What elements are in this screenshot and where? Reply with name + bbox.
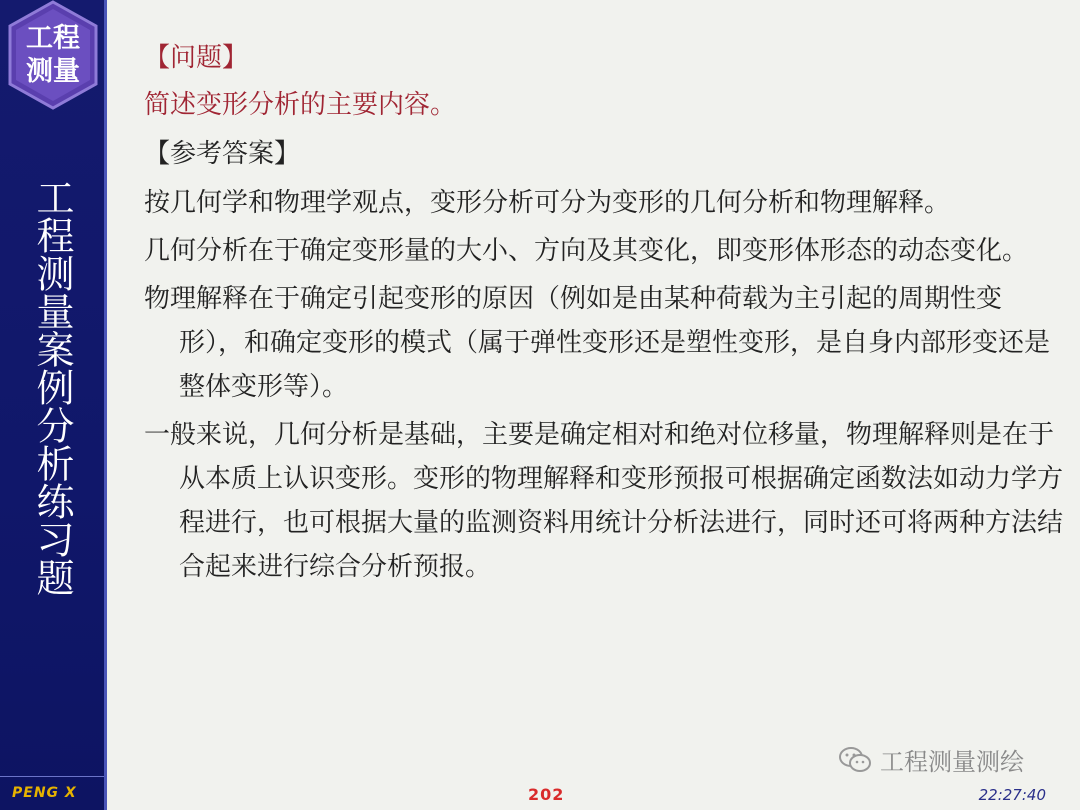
watermark [838,742,1024,777]
badge-text [6,22,100,88]
sidebar-divider [0,776,106,777]
answer-paragraph: 一般来说，几何分析是基础，主要是确定相对和绝对位移量，物理解释则是在于从本质上认识变形。变形的物理解释和变形预报可根据确定函数法如动力学方程进行，也可根据大量的监测资料用统计分析法进行，同时还可将两种方法结合起来进行综合分析预报。 [144,420,1064,582]
answer-paragraph: 物理解释在于确定引起变形的原因（例如是由某种荷载为主引起的周期性变形），和确定变形的模式（属于弹性变形还是塑性变形，是自身内部形变还是整体变形等）。 [144,284,1051,402]
slide-content [144,36,1064,593]
page-number: 202 [528,785,565,804]
question-text: 简述变形分析的主要内容。 [144,90,457,120]
answer-heading: 【参考答案】 [144,139,301,169]
answer-paragraph: 按几何学和物理学观点，变形分析可分为变形的几何分析和物理解释。 [144,188,951,218]
badge-line-1: 工程 [26,23,80,54]
author-label: PENG X [12,785,77,801]
badge-line-2: 测量 [26,56,80,87]
question-heading: 【问题】 [144,43,249,73]
hexagon-badge [6,0,100,110]
watermark-text: 工程测量测绘 [880,748,1024,776]
timestamp: 22:27:40 [978,786,1046,804]
course-title: 工程测量案例分析练习题 [30,178,74,596]
sidebar [0,0,106,810]
sidebar-edge [104,0,107,810]
answer-paragraph: 几何分析在于确定变形量的大小、方向及其变化，即变形体形态的动态变化。 [144,236,1029,266]
wechat-icon [838,746,872,774]
